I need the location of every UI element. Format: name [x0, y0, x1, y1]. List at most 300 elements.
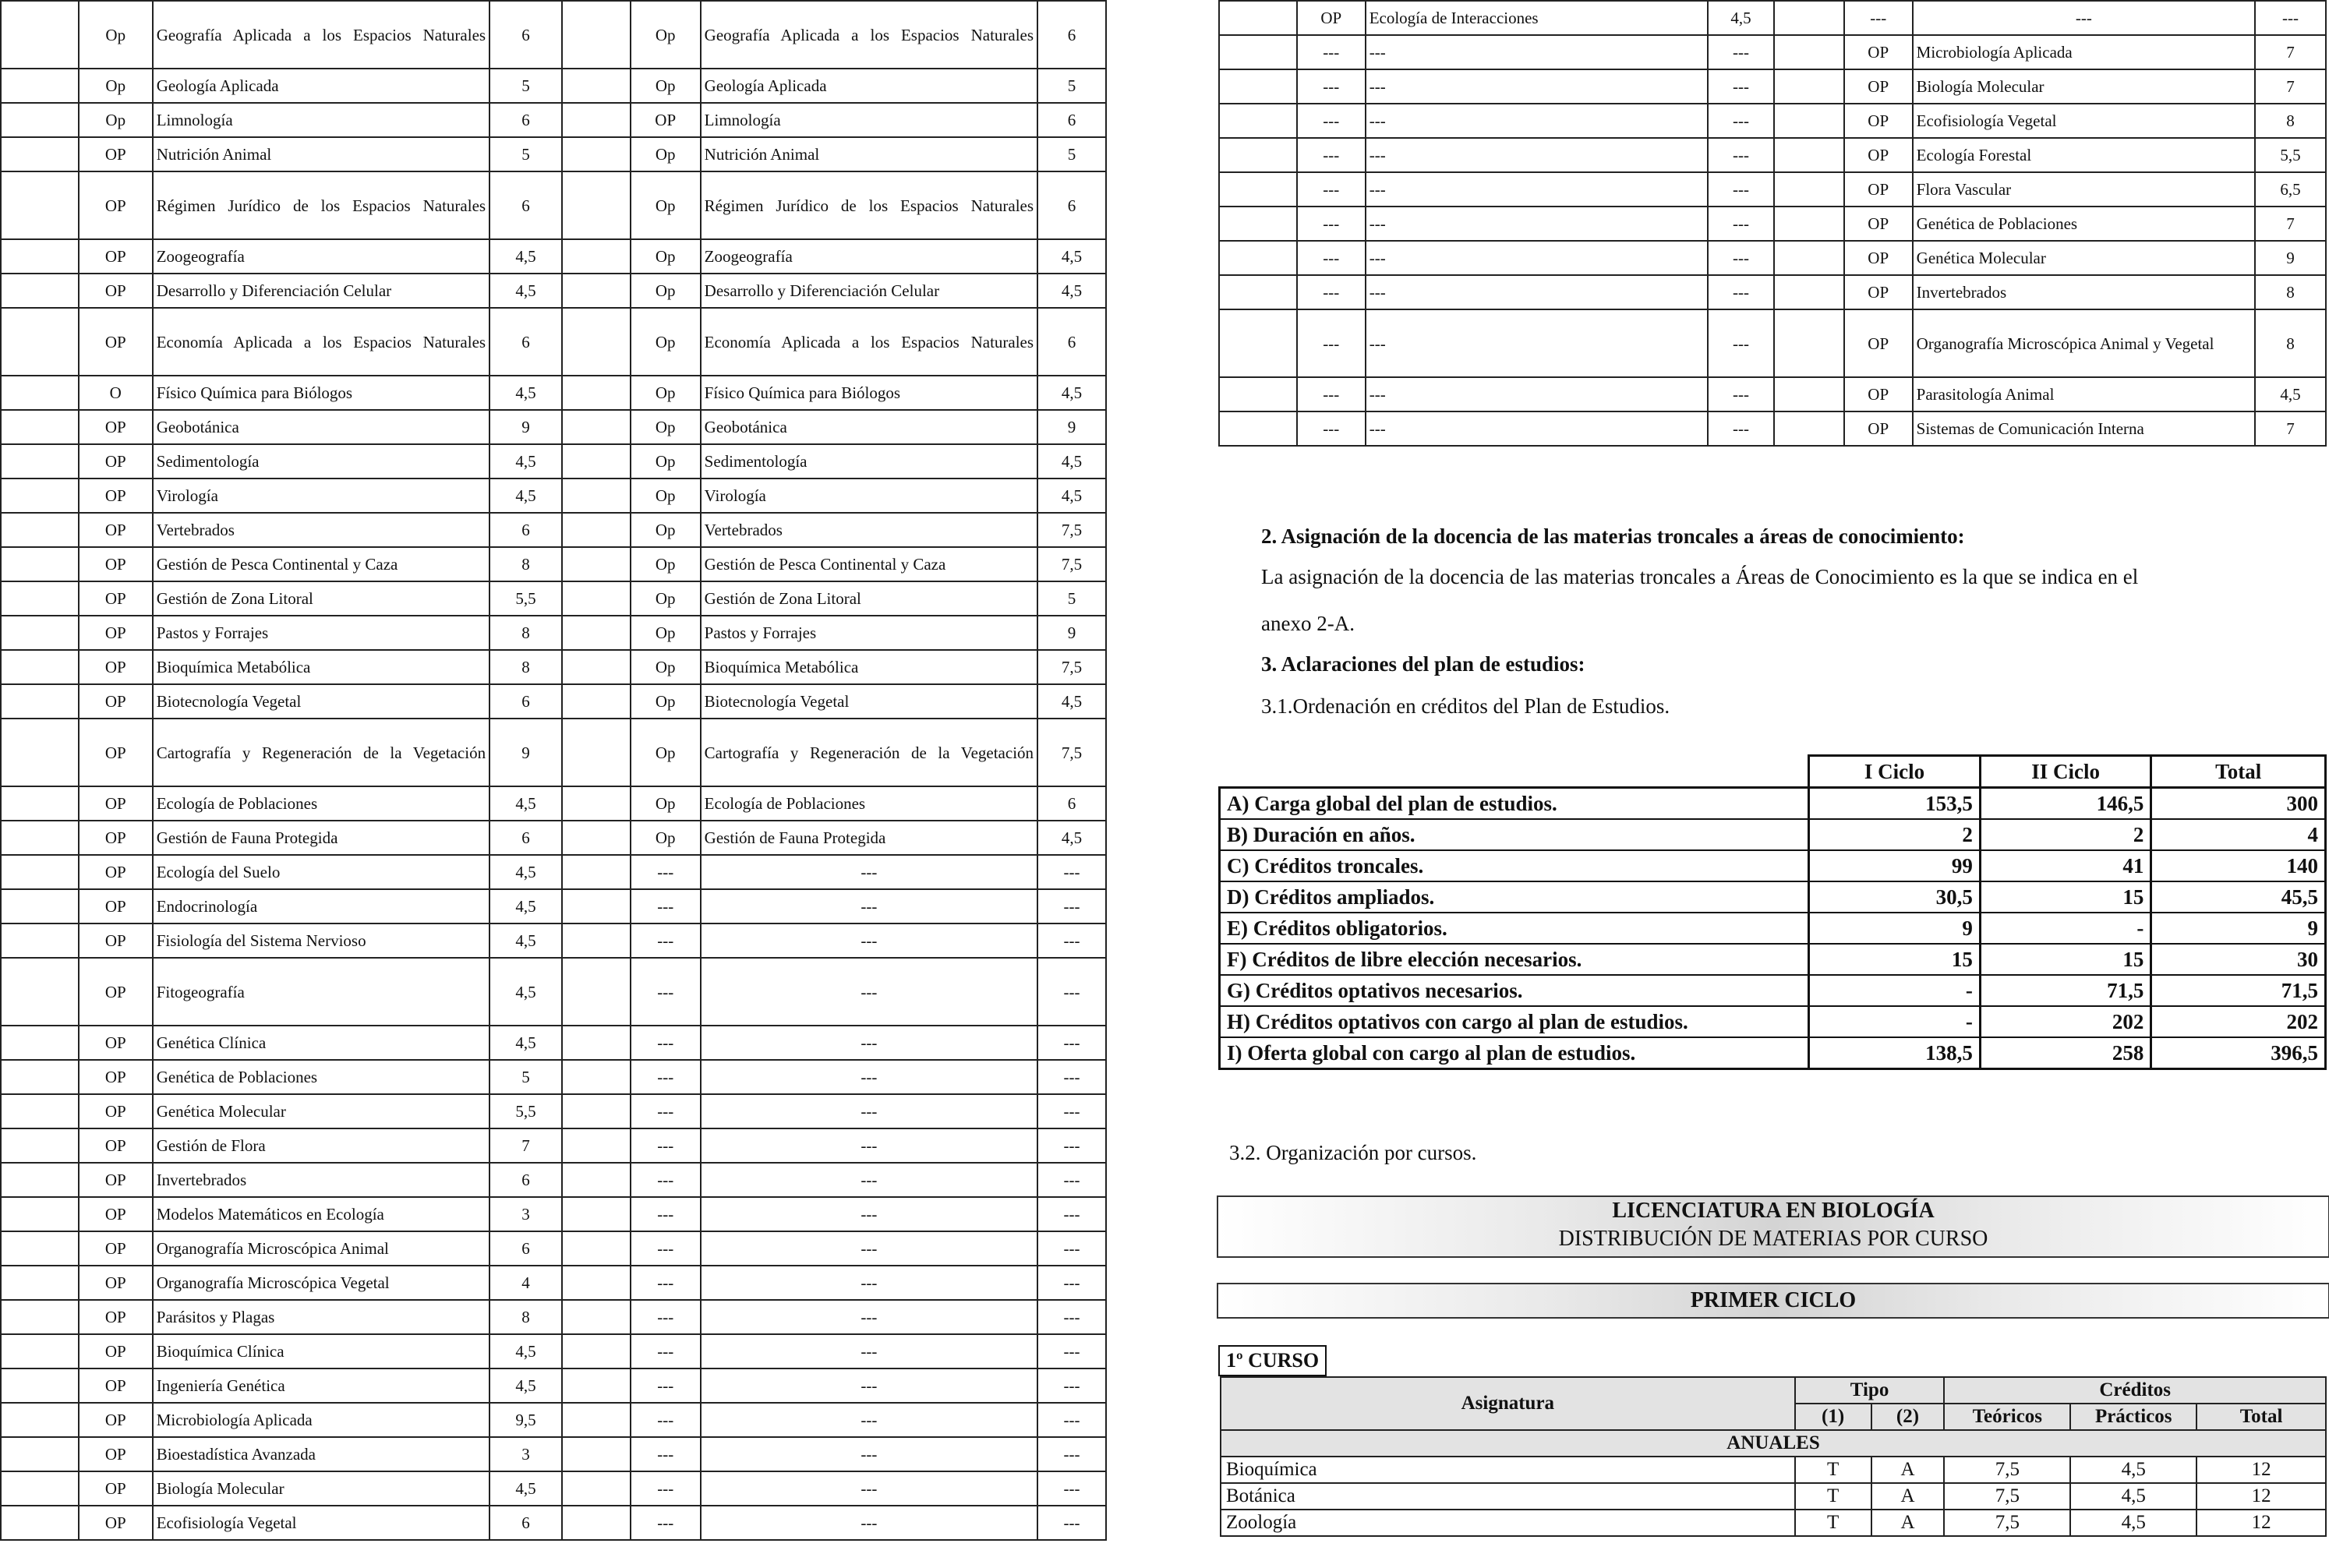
row-blank-cell: [1, 513, 79, 547]
row-spacer-cell: [562, 308, 631, 376]
course-practicos: 4,5: [2070, 1457, 2196, 1483]
credits-cell: 8: [489, 1300, 562, 1334]
row-spacer-cell: [562, 923, 631, 958]
subject-name-cell-2: ---: [701, 855, 1037, 889]
section-3-2-caption: 3.2. Organización por cursos.: [1229, 1141, 1477, 1164]
subject-name-cell-2: Biología Molecular: [1913, 69, 2255, 104]
credits-ciclo-1: 9: [1809, 913, 1981, 944]
row-spacer-cell: [562, 513, 631, 547]
cycle-banner: PRIMER CICLO: [1217, 1283, 2329, 1319]
type-cell-2: ---: [631, 1128, 701, 1163]
subject-name-cell-2: Microbiología Aplicada: [1913, 35, 2255, 69]
credits-cell: 6: [489, 103, 562, 137]
subject-name-cell: Ecología de Poblaciones: [153, 786, 489, 821]
table-row: [1, 958, 1106, 1026]
type-cell-2: Op: [631, 786, 701, 821]
subject-name-cell-2: Gestión de Zona Litoral: [701, 581, 1037, 616]
course-tipo-1: T: [1795, 1457, 1871, 1483]
row-blank-cell: [1, 1197, 79, 1231]
table-row: [1, 1506, 1106, 1540]
type-cell-2: OP: [1844, 241, 1913, 275]
credits-cell-2: 7: [2255, 35, 2326, 69]
subject-name-cell: ---: [1366, 411, 1708, 446]
table-row: [1219, 138, 2326, 172]
subject-name-cell-2: Desarrollo y Diferenciación Celular: [701, 274, 1037, 308]
subject-name-cell: ---: [1366, 138, 1708, 172]
row-spacer-cell: [562, 103, 631, 137]
subject-name-cell-2: ---: [701, 1094, 1037, 1128]
credits-row: [1220, 944, 2326, 975]
row-spacer-cell: [562, 1506, 631, 1540]
credits-cell: 4,5: [489, 958, 562, 1026]
credits-cell-2: 6,5: [2255, 172, 2326, 207]
row-blank-cell: [1, 1128, 79, 1163]
credits-cell: ---: [1708, 207, 1774, 241]
course-row: [1221, 1483, 2326, 1510]
credits-cell: 3: [489, 1437, 562, 1471]
table-row: [1, 171, 1106, 239]
table-row: [1219, 172, 2326, 207]
row-spacer-cell: [562, 1471, 631, 1506]
credits-row: [1220, 975, 2326, 1006]
row-spacer-cell: [562, 616, 631, 650]
type-cell: OP: [79, 1300, 153, 1334]
row-spacer-cell: [562, 69, 631, 103]
credits-cell-2: ---: [1037, 1231, 1106, 1266]
credits-ciclo-2: 258: [1980, 1037, 2151, 1069]
credits-ciclo-1: -: [1809, 975, 1981, 1006]
credits-cell: 6: [489, 1506, 562, 1540]
subject-name-cell-2: ---: [1913, 1, 2255, 35]
type-cell: OP: [79, 1231, 153, 1266]
credits-total: 202: [2151, 1006, 2326, 1037]
row-blank-cell: [1, 616, 79, 650]
credits-cell-2: ---: [1037, 1128, 1106, 1163]
course-subject: Bioquímica: [1221, 1457, 1795, 1483]
credits-cell-2: 8: [2255, 275, 2326, 309]
row-spacer-cell: [562, 719, 631, 786]
type-cell: OP: [79, 1334, 153, 1368]
credits-cell: 5,5: [489, 1094, 562, 1128]
subject-name-cell-2: Virología: [701, 479, 1037, 513]
subject-name-cell: Físico Química para Biólogos: [153, 376, 489, 410]
subject-name-cell: Ecofisiología Vegetal: [153, 1506, 489, 1540]
course-tipo-2: A: [1871, 1457, 1945, 1483]
table-row: [1, 821, 1106, 855]
row-spacer-cell: [562, 444, 631, 479]
table-row: [1219, 104, 2326, 138]
subject-name-cell-2: Cartografía y Regeneración de la Vegetación: [701, 719, 1037, 786]
row-spacer-cell: [562, 889, 631, 923]
subject-name-cell: Modelos Matemáticos en Ecología: [153, 1197, 489, 1231]
subject-name-cell: Economía Aplicada a los Espacios Naturales: [153, 308, 489, 376]
row-spacer-cell: [562, 786, 631, 821]
row-blank-cell: [1, 1300, 79, 1334]
type-cell: OP: [79, 889, 153, 923]
course-tipo-1: T: [1795, 1510, 1871, 1536]
row-spacer-cell: [562, 410, 631, 444]
credits-cell-2: 9: [1037, 616, 1106, 650]
subject-name-cell: Parásitos y Plagas: [153, 1300, 489, 1334]
credits-cell: 6: [489, 1231, 562, 1266]
table-row: [1, 137, 1106, 171]
type-cell-2: Op: [631, 547, 701, 581]
course-tipo-2: A: [1871, 1483, 1945, 1510]
row-blank-cell: [1, 308, 79, 376]
type-cell-2: ---: [631, 1163, 701, 1197]
type-cell: OP: [79, 1060, 153, 1094]
row-spacer-cell: [562, 1, 631, 69]
row-spacer-cell: [562, 1060, 631, 1094]
subject-name-cell-2: Pastos y Forrajes: [701, 616, 1037, 650]
subject-name-cell-2: Vertebrados: [701, 513, 1037, 547]
subject-name-cell: Gestión de Flora: [153, 1128, 489, 1163]
subject-name-cell-2: ---: [701, 1403, 1037, 1437]
type-cell: ---: [1297, 138, 1366, 172]
credits-label: F) Créditos de libre elección necesarios.: [1220, 944, 1809, 975]
type-cell-2: OP: [1844, 138, 1913, 172]
credits-header-blank: [1220, 756, 1809, 788]
credits-cell-2: ---: [1037, 1197, 1106, 1231]
credits-cell-2: 4,5: [1037, 239, 1106, 274]
credits-cell: 4: [489, 1266, 562, 1300]
table-row: [1, 923, 1106, 958]
table-row: [1219, 1, 2326, 35]
type-cell: OP: [79, 137, 153, 171]
type-cell: ---: [1297, 411, 1366, 446]
subject-name-cell: Biología Molecular: [153, 1471, 489, 1506]
type-cell: OP: [79, 1368, 153, 1403]
row-blank-cell: [1, 69, 79, 103]
table-row: [1219, 411, 2326, 446]
table-row: [1, 1163, 1106, 1197]
row-blank-cell: [1, 958, 79, 1026]
credits-cell: 7: [489, 1128, 562, 1163]
row-spacer-cell: [1774, 207, 1844, 241]
row-spacer-cell: [1774, 411, 1844, 446]
type-cell: Op: [79, 103, 153, 137]
row-blank-cell: [1, 547, 79, 581]
credits-ciclo-2: 146,5: [1980, 788, 2151, 820]
row-spacer-cell: [1774, 104, 1844, 138]
row-spacer-cell: [1774, 1, 1844, 35]
subject-name-cell: Fitogeografía: [153, 958, 489, 1026]
header-tipo-1: (1): [1795, 1404, 1871, 1430]
row-blank-cell: [1, 650, 79, 684]
type-cell: OP: [79, 1471, 153, 1506]
credits-cell-2: 5: [1037, 581, 1106, 616]
subject-name-cell-2: ---: [701, 1266, 1037, 1300]
row-spacer-cell: [562, 1231, 631, 1266]
type-cell: OP: [79, 274, 153, 308]
credits-cell-2: 7: [2255, 69, 2326, 104]
subject-name-cell-2: Ecología Forestal: [1913, 138, 2255, 172]
subject-name-cell: Gestión de Pesca Continental y Caza: [153, 547, 489, 581]
credits-total: 300: [2151, 788, 2326, 820]
row-spacer-cell: [1774, 309, 1844, 377]
type-cell-2: Op: [631, 69, 701, 103]
type-cell: Op: [79, 1, 153, 69]
credits-cell-2: 4,5: [1037, 444, 1106, 479]
type-cell: O: [79, 376, 153, 410]
credits-ciclo-1: 153,5: [1809, 788, 1981, 820]
type-cell-2: ---: [631, 1471, 701, 1506]
course-total: 12: [2196, 1510, 2326, 1536]
type-cell: ---: [1297, 241, 1366, 275]
credits-cell-2: ---: [1037, 1437, 1106, 1471]
credits-total: 9: [2151, 913, 2326, 944]
type-cell: OP: [79, 616, 153, 650]
subject-name-cell: Geología Aplicada: [153, 69, 489, 103]
credits-cell: 4,5: [489, 1334, 562, 1368]
type-cell-2: OP: [1844, 275, 1913, 309]
row-spacer-cell: [562, 479, 631, 513]
credits-ciclo-1: 2: [1809, 819, 1981, 850]
table-row: [1, 1368, 1106, 1403]
type-cell-2: Op: [631, 376, 701, 410]
type-cell-2: ---: [1844, 1, 1913, 35]
subject-name-cell-2: Organografía Microscópica Animal y Vegetal: [1913, 309, 2255, 377]
type-cell-2: OP: [1844, 309, 1913, 377]
table-row: [1, 103, 1106, 137]
subject-name-cell: Genética Molecular: [153, 1094, 489, 1128]
subject-name-cell: ---: [1366, 104, 1708, 138]
type-cell: OP: [79, 1266, 153, 1300]
subject-name-cell: Zoogeografía: [153, 239, 489, 274]
credits-cell: 9: [489, 719, 562, 786]
credits-cell-2: 8: [2255, 104, 2326, 138]
subject-name-cell-2: Bioquímica Metabólica: [701, 650, 1037, 684]
credits-cell-2: 5,5: [2255, 138, 2326, 172]
type-cell: ---: [1297, 35, 1366, 69]
type-cell: OP: [79, 821, 153, 855]
credits-row: [1220, 913, 2326, 944]
credits-cell: 4,5: [489, 1026, 562, 1060]
credits-cell: 4,5: [489, 376, 562, 410]
type-cell-2: ---: [631, 958, 701, 1026]
type-cell-2: OP: [1844, 104, 1913, 138]
row-blank-cell: [1, 103, 79, 137]
row-spacer-cell: [1774, 35, 1844, 69]
subject-name-cell-2: ---: [701, 1231, 1037, 1266]
subject-name-cell: ---: [1366, 69, 1708, 104]
row-spacer-cell: [562, 171, 631, 239]
subject-name-cell-2: Ecofisiología Vegetal: [1913, 104, 2255, 138]
credits-cell: 6: [489, 171, 562, 239]
subject-name-cell: Genética de Poblaciones: [153, 1060, 489, 1094]
subject-name-cell-2: ---: [701, 923, 1037, 958]
row-blank-cell: [1219, 309, 1297, 377]
subject-name-cell-2: Gestión de Pesca Continental y Caza: [701, 547, 1037, 581]
right-subjects-table: [1218, 0, 2327, 447]
table-row: [1, 479, 1106, 513]
subject-name-cell: ---: [1366, 309, 1708, 377]
credits-cell: 4,5: [1708, 1, 1774, 35]
credits-cell-2: 4,5: [1037, 479, 1106, 513]
subject-name-cell-2: ---: [701, 1128, 1037, 1163]
row-blank-cell: [1, 889, 79, 923]
course-practicos: 4,5: [2070, 1510, 2196, 1536]
type-cell-2: ---: [631, 1403, 701, 1437]
section-anuales: ANUALES: [1221, 1430, 2326, 1457]
subject-name-cell-2: Geobotánica: [701, 410, 1037, 444]
credits-cell-2: 7,5: [1037, 719, 1106, 786]
credits-label: C) Créditos troncales.: [1220, 850, 1809, 881]
type-cell: OP: [79, 239, 153, 274]
type-cell: OP: [79, 1163, 153, 1197]
subject-name-cell: Bioquímica Clínica: [153, 1334, 489, 1368]
section-2-paragraph-end: anexo 2-A.: [1261, 612, 1355, 635]
type-cell: OP: [79, 923, 153, 958]
table-row: [1219, 35, 2326, 69]
subject-name-cell-2: Genética de Poblaciones: [1913, 207, 2255, 241]
type-cell-2: Op: [631, 513, 701, 547]
credits-cell-2: ---: [1037, 958, 1106, 1026]
subject-name-cell-2: Geología Aplicada: [701, 69, 1037, 103]
credits-total: 140: [2151, 850, 2326, 881]
row-spacer-cell: [562, 650, 631, 684]
credits-cell: ---: [1708, 172, 1774, 207]
subject-name-cell: Cartografía y Regeneración de la Vegetación: [153, 719, 489, 786]
course-total: 12: [2196, 1457, 2326, 1483]
subject-name-cell-2: ---: [701, 889, 1037, 923]
subject-name-cell: Ecología del Suelo: [153, 855, 489, 889]
row-spacer-cell: [1774, 241, 1844, 275]
subject-name-cell: ---: [1366, 172, 1708, 207]
table-row: [1, 786, 1106, 821]
type-cell: OP: [79, 1197, 153, 1231]
credits-cell-2: 7,5: [1037, 650, 1106, 684]
course-total: 12: [2196, 1483, 2326, 1510]
credits-cell-2: 4,5: [1037, 274, 1106, 308]
type-cell: ---: [1297, 172, 1366, 207]
table-row: [1, 410, 1106, 444]
row-spacer-cell: [562, 239, 631, 274]
credits-cell: 8: [489, 547, 562, 581]
course-tipo-2: A: [1871, 1510, 1945, 1536]
row-blank-cell: [1, 444, 79, 479]
credits-row: [1220, 881, 2326, 913]
subject-name-cell: Sedimentología: [153, 444, 489, 479]
credits-cell: ---: [1708, 69, 1774, 104]
table-row: [1, 1266, 1106, 1300]
course-label: 1º CURSO: [1218, 1345, 1327, 1376]
type-cell-2: Op: [631, 410, 701, 444]
credits-cell-2: ---: [1037, 1026, 1106, 1060]
table-row: [1, 69, 1106, 103]
row-blank-cell: [1219, 241, 1297, 275]
type-cell-2: Op: [631, 650, 701, 684]
header-practicos: Prácticos: [2070, 1404, 2196, 1430]
subject-name-cell: Genética Clínica: [153, 1026, 489, 1060]
row-blank-cell: [1219, 104, 1297, 138]
credits-cell-2: 4,5: [1037, 821, 1106, 855]
credits-cell-2: ---: [1037, 855, 1106, 889]
subject-name-cell: Ingeniería Genética: [153, 1368, 489, 1403]
course-practicos: 4,5: [2070, 1483, 2196, 1510]
credits-cell-2: ---: [1037, 1060, 1106, 1094]
subject-name-cell: Pastos y Forrajes: [153, 616, 489, 650]
distribution-title: DISTRIBUCIÓN DE MATERIAS POR CURSO: [1558, 1227, 1988, 1251]
credits-cell-2: ---: [1037, 889, 1106, 923]
table-row: [1, 855, 1106, 889]
subject-name-cell: Nutrición Animal: [153, 137, 489, 171]
row-blank-cell: [1219, 138, 1297, 172]
subject-name-cell-2: ---: [701, 1437, 1037, 1471]
subject-name-cell: ---: [1366, 241, 1708, 275]
credits-ciclo-2: 2: [1980, 819, 2151, 850]
subject-name-cell-2: ---: [701, 1334, 1037, 1368]
header-tipo-2: (2): [1871, 1404, 1945, 1430]
credits-cell: 9,5: [489, 1403, 562, 1437]
row-blank-cell: [1, 410, 79, 444]
credits-cell-2: 6: [1037, 171, 1106, 239]
credits-cell: 6: [489, 684, 562, 719]
row-blank-cell: [1, 855, 79, 889]
credits-ciclo-1: 30,5: [1809, 881, 1981, 913]
row-blank-cell: [1, 1, 79, 69]
credits-cell: ---: [1708, 35, 1774, 69]
subject-name-cell-2: ---: [701, 1197, 1037, 1231]
credits-cell: 4,5: [489, 239, 562, 274]
type-cell-2: ---: [631, 1094, 701, 1128]
row-blank-cell: [1, 684, 79, 719]
credits-ciclo-1: 99: [1809, 850, 1981, 881]
row-blank-cell: [1219, 172, 1297, 207]
subject-name-cell: ---: [1366, 377, 1708, 411]
credits-total: 4: [2151, 819, 2326, 850]
type-cell: OP: [79, 444, 153, 479]
subject-name-cell-2: ---: [701, 1368, 1037, 1403]
row-blank-cell: [1219, 411, 1297, 446]
row-spacer-cell: [562, 958, 631, 1026]
table-row: [1, 581, 1106, 616]
type-cell-2: Op: [631, 581, 701, 616]
row-blank-cell: [1, 1026, 79, 1060]
credits-header-ciclo-2: II Ciclo: [1980, 756, 2151, 788]
row-spacer-cell: [1774, 275, 1844, 309]
credits-cell: 4,5: [489, 855, 562, 889]
degree-banner: [1217, 1195, 2329, 1258]
subject-name-cell-2: Parasitología Animal: [1913, 377, 2255, 411]
credits-cell-2: 7: [2255, 207, 2326, 241]
credits-label: H) Créditos optativos con cargo al plan de estudios.: [1220, 1006, 1809, 1037]
type-cell-2: ---: [631, 1197, 701, 1231]
row-blank-cell: [1, 137, 79, 171]
type-cell-2: Op: [631, 616, 701, 650]
row-blank-cell: [1, 1506, 79, 1540]
subject-name-cell: Organografía Microscópica Vegetal: [153, 1266, 489, 1300]
subject-name-cell-2: Nutrición Animal: [701, 137, 1037, 171]
course-teoricos: 7,5: [1944, 1483, 2070, 1510]
subject-name-cell: Geografía Aplicada a los Espacios Naturales: [153, 1, 489, 69]
subject-name-cell-2: Genética Molecular: [1913, 241, 2255, 275]
row-spacer-cell: [562, 1128, 631, 1163]
course-tipo-1: T: [1795, 1483, 1871, 1510]
table-row: [1, 889, 1106, 923]
course-row: [1221, 1510, 2326, 1536]
type-cell-2: Op: [631, 1, 701, 69]
type-cell-2: OP: [1844, 35, 1913, 69]
table-row: [1219, 377, 2326, 411]
credits-label: I) Oferta global con cargo al plan de estudios.: [1220, 1037, 1809, 1069]
row-blank-cell: [1, 581, 79, 616]
subject-name-cell-2: Sistemas de Comunicación Interna: [1913, 411, 2255, 446]
credits-cell-2: 7,5: [1037, 513, 1106, 547]
credits-label: G) Créditos optativos necesarios.: [1220, 975, 1809, 1006]
type-cell: OP: [79, 1026, 153, 1060]
row-blank-cell: [1, 171, 79, 239]
